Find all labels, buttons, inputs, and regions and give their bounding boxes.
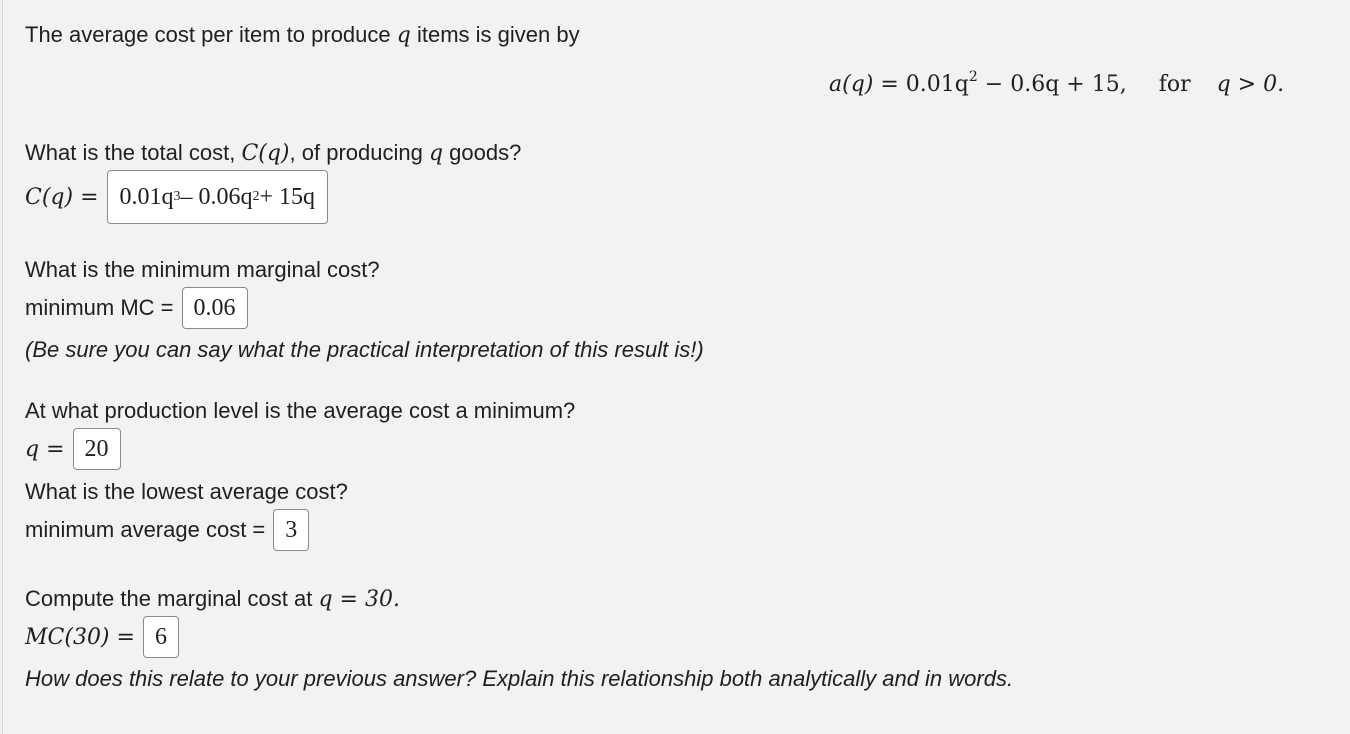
equation-condition: q > 0.	[1216, 72, 1285, 97]
answer-term1: 0.01q	[119, 183, 174, 210]
production-level-answer-field[interactable]: 20	[73, 428, 121, 470]
lowest-average-cost-answer-field[interactable]: 3	[273, 509, 309, 551]
average-cost-equation	[829, 69, 1285, 97]
lowest-average-cost-label: minimum average cost =	[25, 517, 266, 542]
answer-term3: + 15q	[259, 183, 316, 210]
marginal-cost-answer-row	[25, 616, 179, 658]
problem-panel	[2, 0, 1350, 734]
minimum-mc-answer-row	[25, 287, 248, 329]
equation-lhs: a(q)	[829, 72, 874, 97]
intro-text-end: items is given by	[410, 22, 580, 47]
equation-equals: =	[873, 72, 906, 97]
lowest-average-cost-answer-row	[25, 509, 309, 551]
marginal-cost-answer-field[interactable]: 6	[143, 616, 179, 658]
interpretation-note: (Be sure you can say what the practical interpretation of this result is!)	[25, 337, 704, 362]
marginal-cost-q-value: q = 30.	[318, 587, 400, 612]
marginal-cost-label: MC(30) =	[25, 624, 135, 650]
marginal-cost-question	[25, 586, 400, 613]
minimum-mc-label: minimum MC =	[25, 295, 174, 320]
intro-text-start: The average cost per item to produce	[25, 22, 397, 47]
total-cost-question-a: What is the total cost,	[25, 140, 242, 165]
total-cost-question-c: goods?	[443, 140, 522, 165]
goods-variable: q	[428, 141, 444, 166]
total-cost-answer-row	[25, 170, 328, 224]
minimum-mc-question: What is the minimum marginal cost?	[25, 257, 380, 282]
production-level-question: At what production level is the average cost a minimum?	[25, 398, 576, 423]
production-level-answer-row	[25, 428, 121, 470]
total-cost-question-b: , of producing	[289, 140, 429, 165]
lowest-average-cost-question: What is the lowest average cost?	[25, 479, 348, 504]
equation-term1: 0.01q	[905, 72, 969, 97]
answer-term2: – 0.06q	[180, 183, 253, 210]
minimum-mc-answer-field[interactable]: 0.06	[182, 287, 248, 329]
intro-text	[25, 22, 580, 49]
relationship-note: How does this relate to your previous answer? Explain this relationship both analytically and in words.	[25, 666, 1014, 691]
total-cost-answer-field[interactable]: 0.01q 3 – 0.06q 2 + 15q	[107, 170, 329, 224]
equation-rest: − 0.6q + 15,	[977, 72, 1127, 97]
equation-exponent: 2	[968, 69, 978, 85]
total-cost-symbol: C(q)	[241, 141, 290, 166]
equation-for: for	[1158, 72, 1191, 97]
total-cost-question	[25, 140, 521, 167]
total-cost-label: C(q) =	[25, 184, 99, 210]
intro-variable: q	[396, 23, 411, 48]
marginal-cost-question-text: Compute the marginal cost at	[25, 586, 319, 611]
production-level-label: q =	[25, 436, 65, 462]
